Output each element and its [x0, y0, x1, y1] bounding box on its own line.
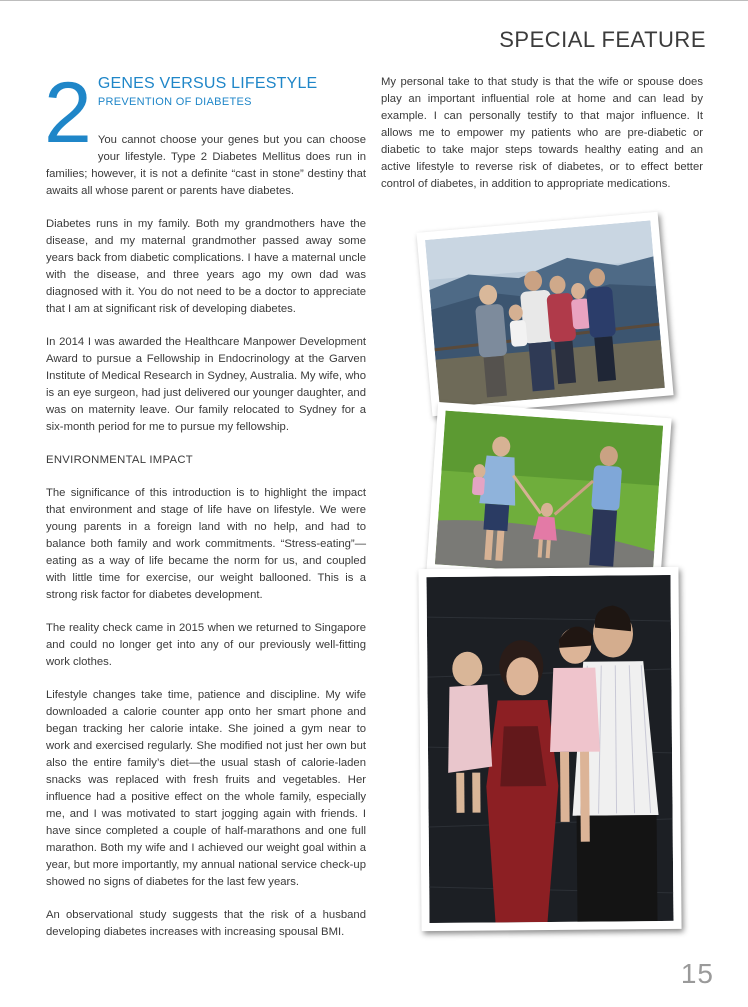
paragraph: The significance of this introduction is to highlight the impact that environment and stage of life have on lifestyle. We were young parents in a foreign land with no help, and had to balance both family and work commitments. “Stress-eating”—eating as a way of life became the norm for us, and coupled with little time for exercise, our weight ballooned. This is a strong risk factor for diabetes development.: [46, 487, 366, 601]
section-subheading: ENVIRONMENTAL IMPACT: [46, 454, 194, 466]
dropcap: 2: [44, 65, 92, 161]
page-number: 15: [680, 958, 714, 989]
paragraph: You cannot choose your genes but you can choose your lifestyle. Type 2 Diabetes Mellitus does run in families; however, it is not a definite “cast in stone” destiny that awaits all whose parent or parents have diabetes.: [46, 134, 366, 197]
right-column: [381, 74, 703, 209]
paragraph: An observational study suggests that the risk of a husband developing diabetes increases with increasing spousal BMI.: [46, 909, 366, 938]
paragraph: In 2014 I was awarded the Healthcare Manpower Development Award to pursue a Fellowship in Endocrinology at the Garven Institute of Medical Research in Sydney, Australia. My wife, who is an eye surgeon, had just delivered our younger daughter, and was on maternity leave. Our family relocated to Sydney for a six-month period for me to pursue my fellowship.: [46, 336, 366, 433]
paragraph: The reality check came in 2015 when we returned to Singapore and could no longer get into any of our previously well-fitting work clothes.: [46, 622, 366, 668]
paragraph: My personal take to that study is that the wife or spouse does play an important influential role at home and can lead by example. I can personally testify to that major influence. It allows me to empower my patients who are pre-diabetic or diabetic to take major steps towards healthy eating and an active lifestyle to reverse risk of diabetes, or to effect better control of diabetes, in addition to appropriate medications.: [381, 76, 703, 190]
photo-family-on-grass: [426, 402, 671, 588]
paragraph: Lifestyle changes take time, patience and discipline. My wife downloaded a calorie counter app onto her smart phone and began tracking her calorie intake. She joined a gym near to work and exercised regularly. She modified not just her own but also the entire family’s diet—the usual stash of calorie-laden snacks was replaced with fresh fruits and vegetables. Her influence had a positive effect on the whole family, especially me, and I was motivated to start jogging again with friends. I have since completed a couple of half-marathons and one full marathon. Both my wife and I achieved our weight goal within a year, but more importantly, my annual national service check-up showed no signs of diabetes for the last few years.: [46, 689, 366, 888]
photo-family-mountain-lookout: [416, 212, 673, 416]
top-rule: [0, 0, 748, 1]
article-title: GENES VERSUS LIFESTYLE: [97, 75, 318, 92]
photo-family-portrait: [418, 567, 681, 931]
section-title: SPECIAL FEATURE: [499, 27, 706, 52]
article-subtitle: PREVENTION OF DIABETES: [97, 96, 252, 108]
left-column: [44, 65, 366, 957]
paragraph: Diabetes runs in my family. Both my grandmothers have the disease, and my maternal grandmother passed away some years back from diabetic complications. I have a maternal uncle with the disease, and three years ago my own dad was diagnosed with it. You do not need to be a doctor to appreciate that I am at significant risk of developing diabetes.: [46, 218, 366, 315]
